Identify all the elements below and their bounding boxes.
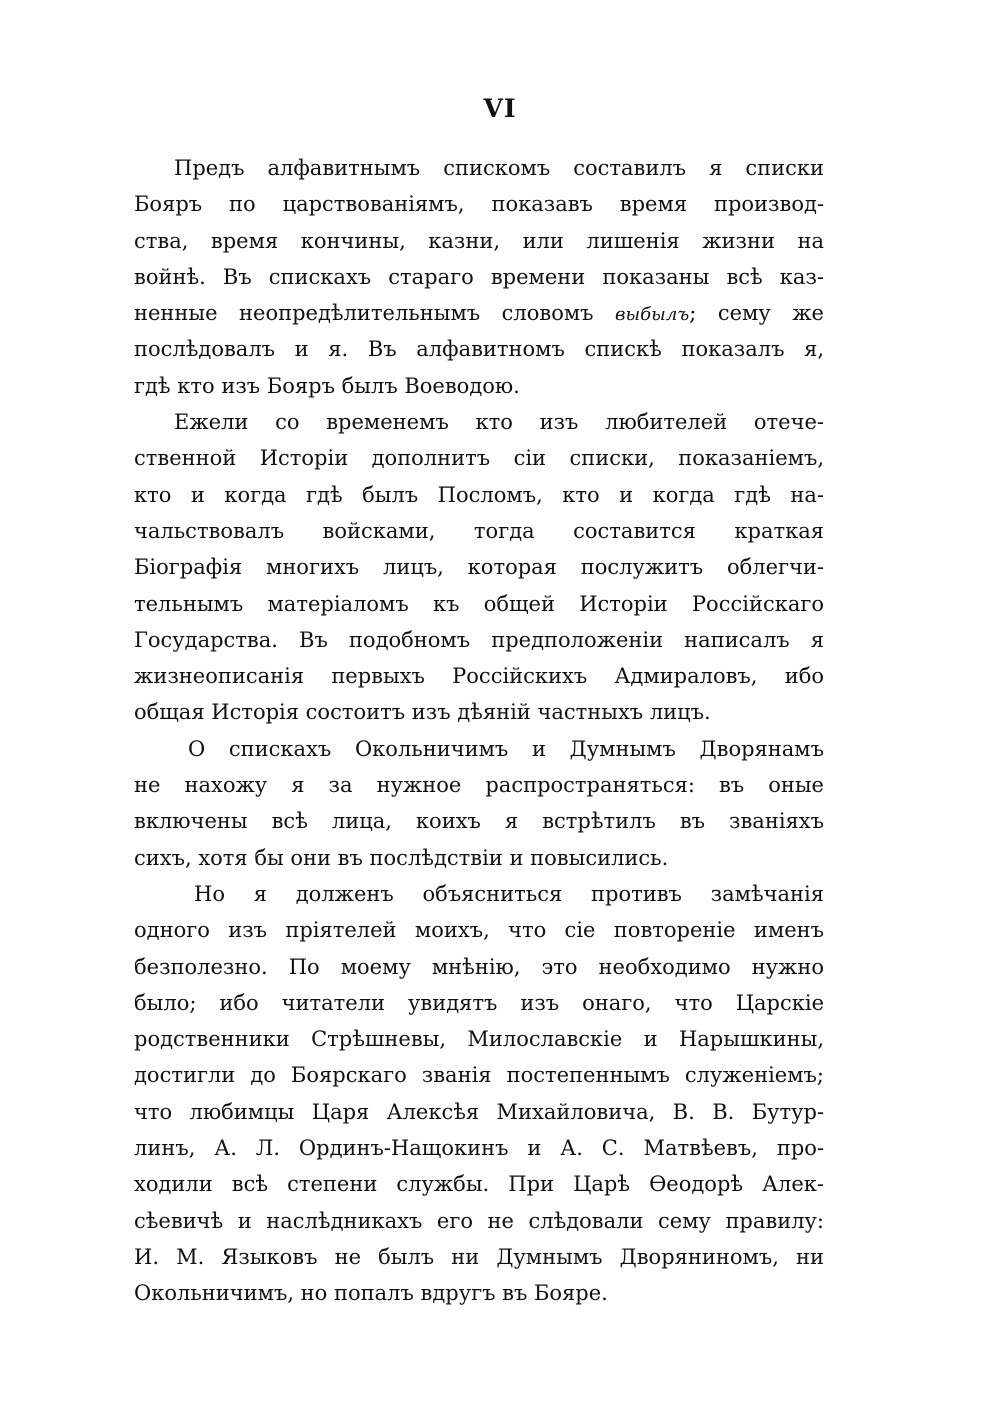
- text-line: послѣдовалъ и я. Въ алфавитномъ спискѣ показалъ я,: [134, 337, 824, 362]
- text-line: жизнеописанія первыхъ Россійскихъ Адмираловъ, ибо: [134, 664, 824, 689]
- text-line: Окольничимъ, но попалъ вдругъ въ Бояре.: [134, 1281, 608, 1306]
- text-line: линъ, А. Л. Ординъ-Нащокинъ и А. С. Матвѣевъ, про-: [134, 1136, 824, 1161]
- text-line: включены всѣ лица, коихъ я встрѣтилъ въ званіяхъ: [134, 809, 824, 834]
- text-line: Предъ алфавитнымъ спискомъ составилъ я списки: [174, 156, 824, 180]
- text-line: войнѣ. Въ спискахъ стараго времени показаны всѣ каз-: [134, 264, 824, 289]
- text-line: сихъ, хотя бы они въ послѣдствіи и повысились.: [134, 845, 669, 870]
- text-line: не нахожу я за нужное распространяться: въ оные: [134, 773, 824, 798]
- paragraph-4: [134, 876, 824, 1312]
- text-line: что любимцы Царя Алексѣя Михайловича, В. В. Бутур-: [134, 1099, 824, 1124]
- paragraph-3: [134, 731, 824, 876]
- text-line: Государства. Въ подобномъ предположеніи написалъ я: [134, 627, 824, 652]
- text-line: Ежели со временемъ кто изъ любителей отече-: [174, 410, 824, 435]
- text-line: О спискахъ Окольничимъ и Думнымъ Дворянамъ: [188, 736, 824, 761]
- text-line: сѣевичѣ и наслѣдникахъ его не слѣдовали сему правилу:: [134, 1208, 824, 1233]
- text-line: безполезно. По моему мнѣнію, это необходимо нужно: [134, 954, 824, 979]
- text-line: родственники Стрѣшневы, Милославскіе и Нарышкины,: [134, 1027, 824, 1052]
- text-line: было; ибо читатели увидятъ изъ онаго, что Царскіе: [134, 990, 824, 1015]
- text-line: ственной Исторіи дополнитъ сіи списки, показаніемъ,: [134, 446, 824, 471]
- paragraph-1: [134, 150, 824, 404]
- paragraph-2: [134, 404, 824, 731]
- text-line: ненные неопредѣлительнымъ словомъ выбылъ; сему же: [134, 301, 824, 326]
- text-line: И. М. Языковъ не былъ ни Думнымъ Дворяниномъ, ни: [134, 1244, 824, 1269]
- text-line: Біографія многихъ лицъ, которая послужитъ облегчи-: [134, 555, 824, 580]
- text-line: чальствовалъ войсками, тогда составится краткая: [134, 518, 824, 543]
- text-line: одного изъ пріятелей моихъ, что сіе повтореніе именъ: [134, 918, 824, 943]
- text-line: тельнымъ матеріаломъ къ общей Исторіи Россійскаго: [134, 591, 824, 616]
- page-number: VI: [483, 94, 517, 123]
- text-body: [134, 150, 824, 1312]
- text-line: общая Исторія состоитъ изъ дѣяній частныхъ лицъ.: [134, 700, 711, 725]
- text-line: ства, время кончины, казни, или лишенія жизни на: [134, 228, 824, 253]
- text-line: ходили всѣ степени службы. При Царѣ Ѳеодорѣ Алек-: [134, 1172, 824, 1197]
- text-line: Бояръ по царствованіямъ, показавъ время производ-: [134, 192, 824, 217]
- text-line: гдѣ кто изъ Бояръ былъ Воеводою.: [134, 373, 520, 398]
- text-line: кто и когда гдѣ былъ Посломъ, кто и когда гдѣ на-: [134, 482, 824, 507]
- text-line: достигли до Боярскаго званія постепеннымъ служеніемъ;: [134, 1063, 824, 1088]
- text-line: Но я долженъ объясниться противъ замѣчанія: [194, 881, 824, 906]
- italic-word: выбылъ: [615, 304, 690, 326]
